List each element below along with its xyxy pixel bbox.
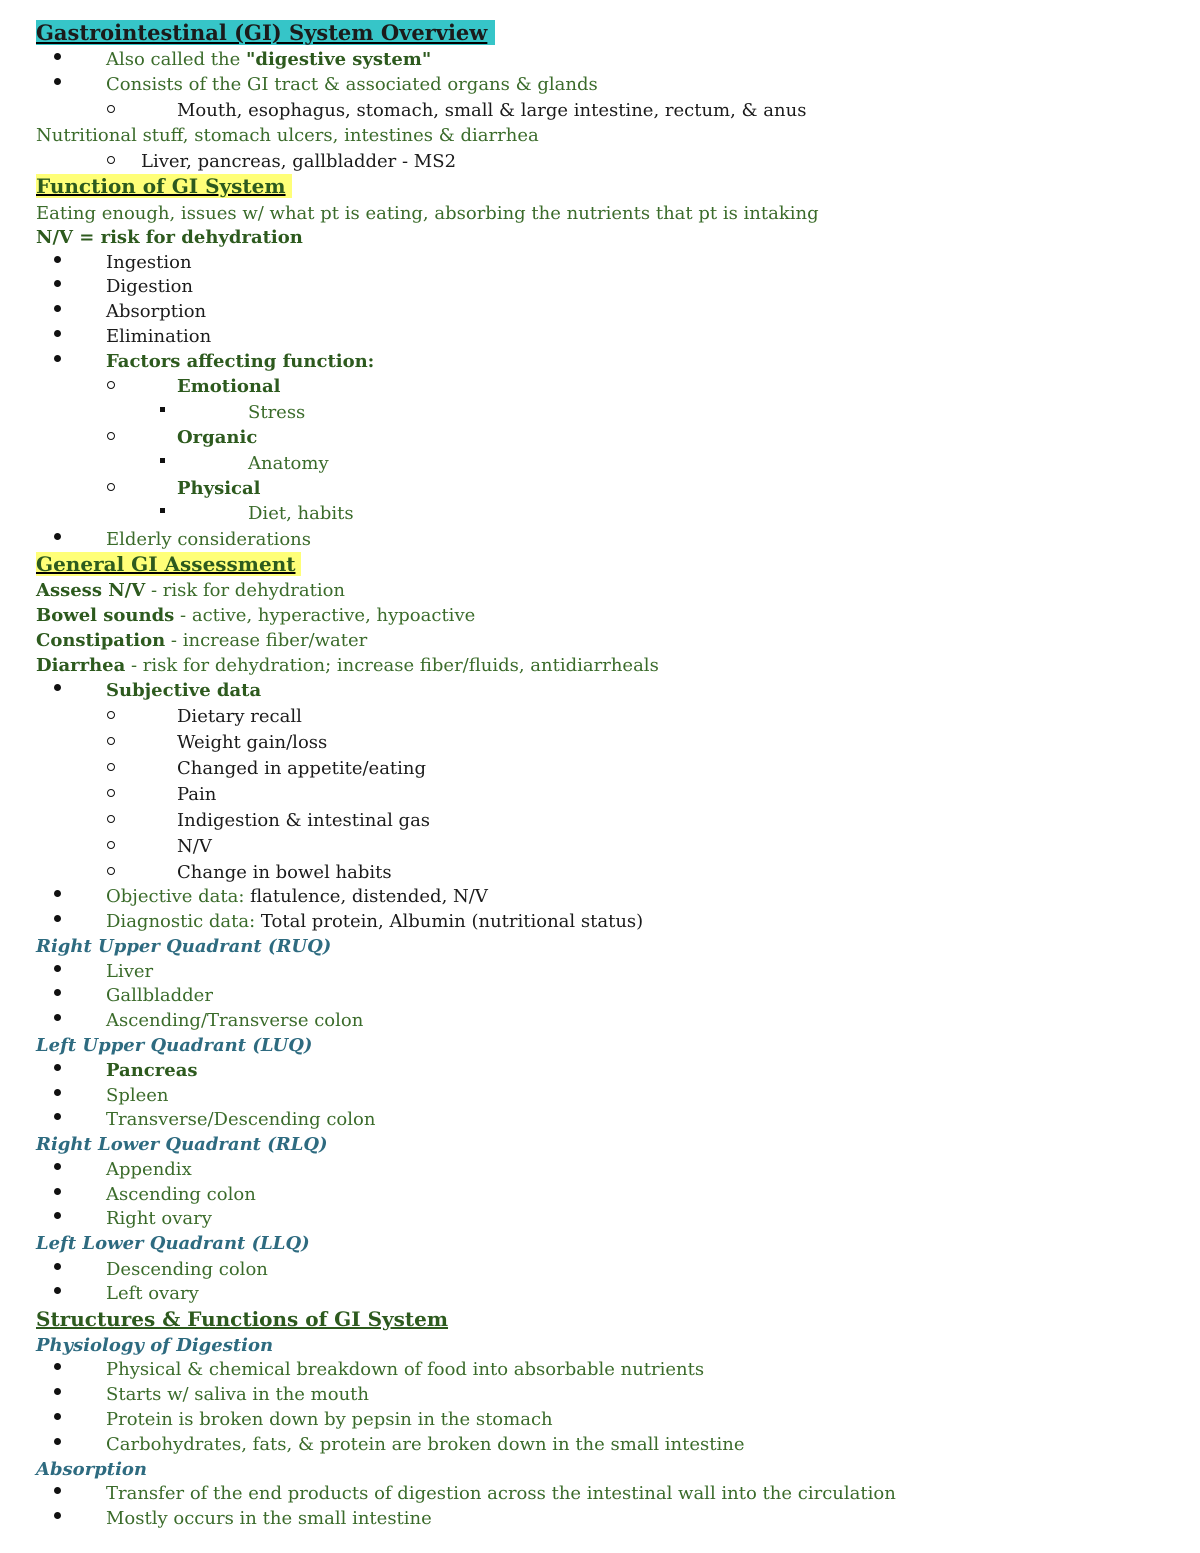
circle-bullet-icon — [107, 483, 115, 491]
circle-bullet-icon — [107, 763, 115, 771]
bullet-icon — [54, 280, 61, 287]
circle-bullet-icon — [107, 789, 115, 797]
section-heading-function: Function of GI System — [36, 174, 292, 199]
circle-bullet-icon — [107, 105, 115, 113]
bullet-icon — [54, 1512, 61, 1519]
list-item: Dietary recall — [177, 706, 302, 727]
list-item: Anatomy — [248, 453, 329, 474]
bullet-icon — [54, 1388, 61, 1395]
bullet-icon — [54, 1163, 61, 1170]
list-item: Also called the "digestive system" — [106, 49, 432, 70]
list-item: Stress — [248, 402, 306, 423]
section-heading-overview: Gastrointestinal (GI) System Overview — [36, 20, 495, 45]
square-bullet-icon — [160, 508, 165, 513]
bullet-icon — [54, 78, 61, 85]
list-item: Liver — [106, 961, 154, 982]
list-item: Gallbladder — [106, 985, 213, 1006]
bullet-icon — [54, 1487, 61, 1494]
subheading-absorption: Absorption — [36, 1459, 148, 1480]
bullet-icon — [54, 305, 61, 312]
square-bullet-icon — [160, 407, 165, 412]
list-item: Ascending/Transverse colon — [106, 1010, 364, 1031]
bullet-icon — [54, 1263, 61, 1270]
assessment-line: Diarrhea - risk for dehydration; increase fiber/fluids, antidiarrheals — [36, 655, 659, 676]
list-item: Factors affecting function: — [106, 351, 375, 372]
list-item: Left ovary — [106, 1283, 199, 1304]
bullet-icon — [54, 1064, 61, 1071]
list-item: Diagnostic data: Total protein, Albumin (nutritional status) — [106, 911, 644, 932]
list-item: Objective data: flatulence, distended, N/V — [106, 886, 488, 907]
list-item: Subjective data — [106, 680, 262, 701]
assessment-line: Assess N/V - risk for dehydration — [36, 580, 346, 601]
bullet-icon — [54, 1014, 61, 1021]
section-heading-structures: Structures & Functions of GI System — [36, 1307, 449, 1331]
bullet-icon — [54, 1089, 61, 1096]
bullet-icon — [54, 1363, 61, 1370]
bullet-icon — [54, 330, 61, 337]
list-item: Starts w/ saliva in the mouth — [106, 1384, 369, 1405]
bullet-icon — [54, 1438, 61, 1445]
bullet-icon — [54, 533, 61, 540]
list-item: Spleen — [106, 1085, 169, 1106]
section-heading-assessment: General GI Assessment — [36, 552, 301, 577]
list-item: N/V — [177, 836, 212, 857]
circle-bullet-icon — [107, 711, 115, 719]
list-item: Digestion — [106, 276, 194, 297]
square-bullet-icon — [160, 458, 165, 463]
list-item: Diet, habits — [248, 503, 354, 524]
list-item: Transverse/Descending colon — [106, 1109, 376, 1130]
bullet-icon — [54, 915, 61, 922]
circle-bullet-icon — [107, 815, 115, 823]
subheading-rlq: Right Lower Quadrant (RLQ) — [36, 1134, 328, 1155]
list-item: Absorption — [106, 301, 207, 322]
list-item: Ingestion — [106, 252, 192, 273]
list-item: Organic — [177, 427, 258, 448]
list-item: Liver, pancreas, gallbladder - MS2 — [141, 151, 457, 172]
list-item: Right ovary — [106, 1208, 212, 1229]
list-item: Changed in appetite/eating — [177, 758, 427, 779]
bullet-icon — [54, 1413, 61, 1420]
note-text: N/V = risk for dehydration — [36, 227, 303, 248]
bullet-icon — [54, 355, 61, 362]
list-item: Consists of the GI tract & associated organs & glands — [106, 74, 598, 95]
list-item: Physical — [177, 478, 261, 499]
assessment-line: Bowel sounds - active, hyperactive, hypoactive — [36, 605, 476, 626]
list-item: Emotional — [177, 376, 281, 397]
list-item: Pancreas — [106, 1060, 198, 1081]
note-text: Nutritional stuff, stomach ulcers, intestines & diarrhea — [36, 125, 539, 146]
subheading-luq: Left Upper Quadrant (LUQ) — [36, 1035, 313, 1056]
list-item: Elderly considerations — [106, 529, 311, 550]
bullet-icon — [54, 1188, 61, 1195]
list-item: Indigestion & intestinal gas — [177, 810, 431, 831]
bullet-icon — [54, 965, 61, 972]
circle-bullet-icon — [107, 156, 115, 164]
bullet-icon — [54, 53, 61, 60]
circle-bullet-icon — [107, 381, 115, 389]
list-item: Mostly occurs in the small intestine — [106, 1508, 432, 1529]
subheading-ruq: Right Upper Quadrant (RUQ) — [36, 936, 332, 957]
list-item: Change in bowel habits — [177, 862, 392, 883]
circle-bullet-icon — [107, 867, 115, 875]
bullet-icon — [54, 989, 61, 996]
subheading-llq: Left Lower Quadrant (LLQ) — [36, 1233, 310, 1254]
bullet-icon — [54, 256, 61, 263]
list-item: Transfer of the end products of digestion across the intestinal wall into the circulation — [106, 1483, 896, 1504]
subheading-physiology: Physiology of Digestion — [36, 1335, 274, 1356]
bullet-icon — [54, 1287, 61, 1294]
assessment-line: Constipation - increase fiber/water — [36, 630, 368, 651]
circle-bullet-icon — [107, 432, 115, 440]
list-item: Physical & chemical breakdown of food into absorbable nutrients — [106, 1359, 705, 1380]
list-item: Carbohydrates, fats, & protein are broken down in the small intestine — [106, 1434, 745, 1455]
list-item: Appendix — [106, 1159, 192, 1180]
list-item: Descending colon — [106, 1259, 268, 1280]
list-item: Elimination — [106, 326, 212, 347]
note-text: Eating enough, issues w/ what pt is eating, absorbing the nutrients that pt is intaking — [36, 203, 819, 224]
circle-bullet-icon — [107, 841, 115, 849]
bullet-icon — [54, 890, 61, 897]
bullet-icon — [54, 1113, 61, 1120]
circle-bullet-icon — [107, 737, 115, 745]
list-item: Ascending colon — [106, 1184, 256, 1205]
bullet-icon — [54, 1212, 61, 1219]
list-item: Protein is broken down by pepsin in the stomach — [106, 1409, 553, 1430]
list-item: Mouth, esophagus, stomach, small & large intestine, rectum, & anus — [177, 100, 807, 121]
list-item: Weight gain/loss — [177, 732, 328, 753]
bullet-icon — [54, 684, 61, 691]
list-item: Pain — [177, 784, 217, 805]
